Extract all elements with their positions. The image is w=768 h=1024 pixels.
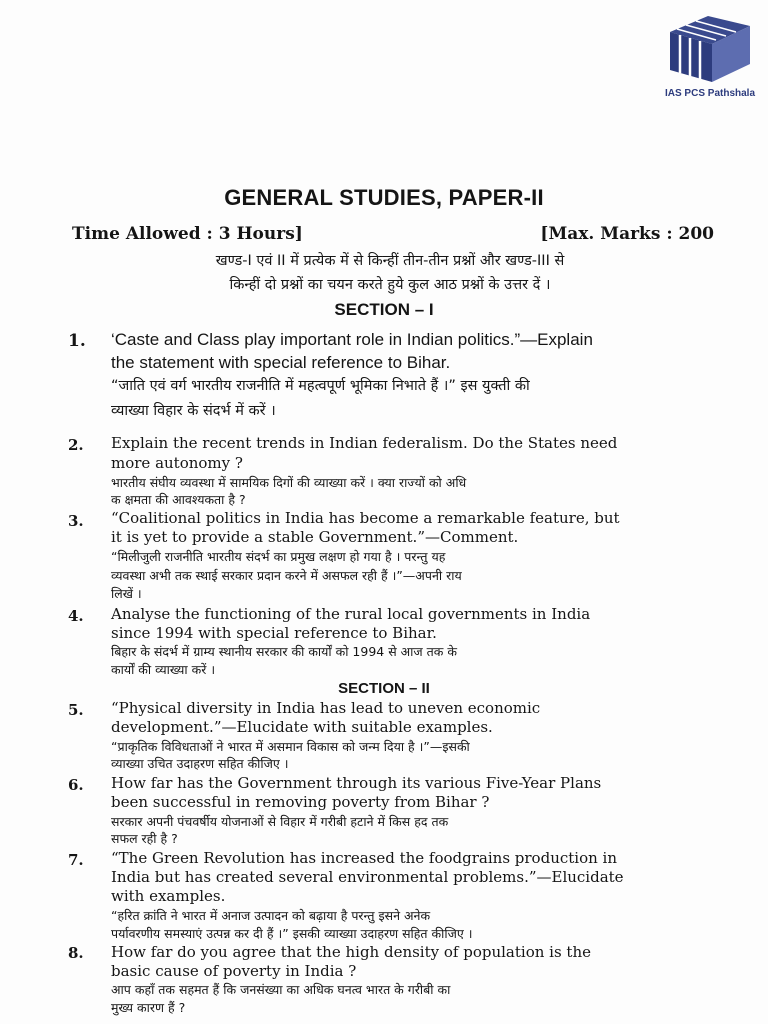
question-text: Explain the recent trends in Indian federalism. Do the States need: [111, 434, 618, 452]
question-text: more autonomy ?: [111, 454, 243, 472]
question-number: 4.: [68, 607, 84, 625]
question-text-hindi: व्याख्या उचित उदाहरण सहित कीजिए ।: [111, 756, 289, 771]
question-text: basic cause of poverty in India ?: [111, 962, 357, 980]
question-text-hindi: सरकार अपनी पंचवर्षीय योजनाओं से विहार में गरीबी हटाने में किस हद तक: [111, 814, 449, 829]
question-number: 3.: [68, 512, 84, 530]
question-text-hindi: “मिलीजुली राजनीति भारतीय संदर्भ का प्रमुख लक्षण हो गया है । परन्तु यह: [111, 549, 446, 564]
question-text-hindi: आप कहाँ तक सहमत हैं कि जनसंख्या का अधिक घनत्व भारत के गरीबी का: [111, 982, 451, 997]
question-number: 6.: [68, 776, 84, 794]
question-text: “Coalitional politics in India has become a remarkable feature, but: [111, 509, 620, 527]
question-text-hindi: कार्यों की व्याख्या करें ।: [111, 662, 216, 677]
question-number: 1.: [68, 331, 86, 351]
section-heading: SECTION – II: [338, 680, 430, 697]
question-text: development.”—Elucidate with suitable examples.: [111, 718, 493, 736]
paper-title: GENERAL STUDIES, PAPER-II: [224, 185, 544, 210]
question-text-hindi: लिखें ।: [111, 586, 142, 601]
question-text: “Physical diversity in India has lead to uneven economic: [111, 699, 541, 717]
question-number: 8.: [68, 944, 84, 962]
question-text-hindi: पर्यावरणीय समस्याएं उत्पन्न कर दी हैं ।” इसकी व्याख्या उदाहरण सहित कीजिए ।: [111, 926, 473, 941]
question-text: “The Green Revolution has increased the foodgrains production in: [111, 849, 617, 867]
question-number: 7.: [68, 851, 84, 869]
question-text: it is yet to provide a stable Government.”—Comment.: [111, 528, 519, 546]
question-text: with examples.: [111, 887, 226, 905]
question-text: been successful in removing poverty from Bihar ?: [111, 793, 490, 811]
question-text-hindi: व्याख्या विहार के संदर्भ में करें ।: [111, 403, 276, 419]
question-text-hindi: क क्षमता की आवश्यकता है ?: [111, 492, 246, 507]
books-stack-icon: [668, 14, 752, 84]
question-text: ‘Caste and Class play important role in Indian politics.”—Explain: [111, 330, 593, 349]
question-text-hindi: भारतीय संघीय व्यवस्था में सामयिक दिगों की व्याख्या करें । क्या राज्यों को अधि: [111, 475, 467, 490]
question-text: How far do you agree that the high density of population is the: [111, 943, 591, 961]
question-text-hindi: “जाति एवं वर्ग भारतीय राजनीति में महत्वपूर्ण भूमिका निभाते हैं ।” इस युक्ती की: [111, 378, 530, 394]
logo-text: IAS PCS Pathshala: [664, 88, 756, 99]
instruction-line: खण्ड-I एवं II में प्रत्येक में से किन्हीं तीन-तीन प्रश्नों और खण्ड-III से: [215, 253, 565, 269]
question-number: 2.: [68, 436, 84, 454]
section-heading: SECTION – I: [334, 300, 434, 319]
instruction-line: किन्हीं दो प्रश्नों का चयन करते हुये कुल आठ प्रश्नों के उत्तर दें ।: [229, 277, 551, 293]
question-text-hindi: “प्राकृतिक विविधताओं ने भारत में असमान विकास को जन्म दिया है ।”—इसकी: [111, 739, 470, 754]
question-text: India but has created several environmental problems.”—Elucidate: [111, 868, 624, 886]
question-text: How far has the Government through its various Five-Year Plans: [111, 774, 602, 792]
question-text-hindi: बिहार के संदर्भ में ग्राम्य स्थानीय सरकार की कार्यों को 1994 से आज तक के: [111, 644, 457, 659]
max-marks: [Max. Marks : 200: [540, 224, 714, 244]
logo: [660, 14, 760, 104]
question-text: since 1994 with special reference to Bihar.: [111, 624, 437, 642]
question-text-hindi: व्यवस्था अभी तक स्थाई सरकार प्रदान करने में असफल रही हैं ।”—अपनी राय: [111, 568, 462, 583]
question-text-hindi: “हरित क्रांति ने भारत में अनाज उत्पादन को बढ़ाया है परन्तु इसने अनेक: [111, 908, 431, 923]
question-number: 5.: [68, 701, 84, 719]
time-allowed: Time Allowed : 3 Hours]: [72, 224, 303, 244]
question-text-hindi: सफल रही है ?: [111, 831, 178, 846]
question-text-hindi: मुख्य कारण हैं ?: [111, 1000, 186, 1015]
question-text: the statement with special reference to Bihar.: [111, 353, 451, 372]
question-text: Analyse the functioning of the rural local governments in India: [111, 605, 591, 623]
